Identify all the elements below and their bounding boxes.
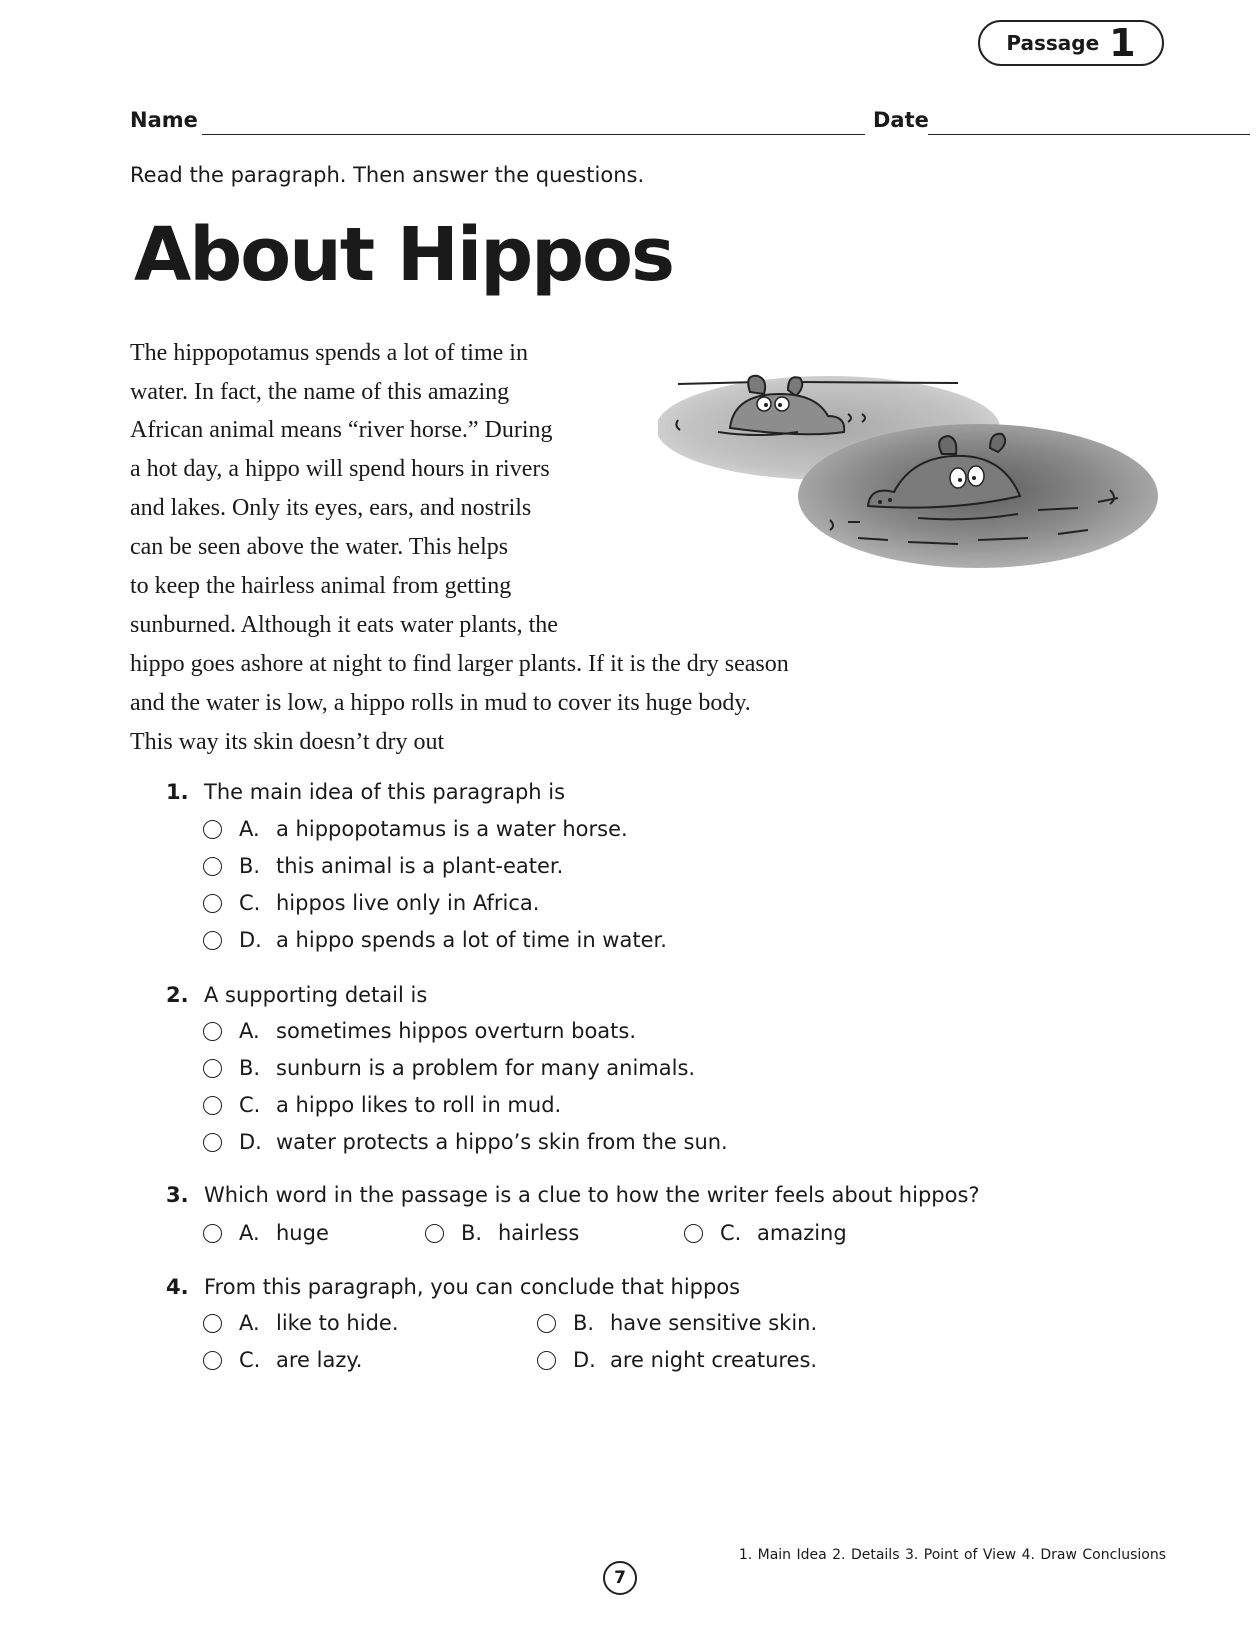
option-letter: C. xyxy=(239,1348,261,1372)
answer-option[interactable] xyxy=(203,1311,399,1335)
option-letter: C. xyxy=(239,1093,261,1117)
passage-label: Passage xyxy=(1006,31,1100,55)
option-text: are night creatures. xyxy=(610,1348,818,1372)
radio-bubble[interactable] xyxy=(537,1314,556,1333)
answer-option[interactable] xyxy=(203,928,667,952)
question-text: A supporting detail is xyxy=(204,983,428,1007)
question-1 xyxy=(166,780,565,804)
question-number: 1. xyxy=(166,780,189,804)
passage-badge xyxy=(978,20,1164,66)
answer-option[interactable] xyxy=(425,1221,579,1245)
radio-bubble[interactable] xyxy=(203,820,222,839)
answer-option[interactable] xyxy=(203,1348,362,1372)
answer-option[interactable] xyxy=(537,1348,817,1372)
date-label: Date xyxy=(873,108,929,132)
option-letter: C. xyxy=(720,1221,742,1245)
radio-bubble[interactable] xyxy=(203,1059,222,1078)
answer-option[interactable] xyxy=(203,891,539,915)
question-number: 2. xyxy=(166,983,189,1007)
answer-option[interactable] xyxy=(203,1130,728,1154)
question-4 xyxy=(166,1275,740,1299)
option-text: hairless xyxy=(498,1221,580,1245)
name-label: Name xyxy=(130,108,198,132)
page-number: 7 xyxy=(603,1561,637,1595)
skills-footer: 1. Main Idea 2. Details 3. Point of View 4. Draw Conclusions xyxy=(738,1547,1166,1563)
paragraph-line: water. In fact, the name of this amazing xyxy=(130,379,510,405)
paragraph-line: This way its skin doesn’t dry out xyxy=(130,729,445,755)
radio-bubble[interactable] xyxy=(203,1224,222,1243)
radio-bubble[interactable] xyxy=(203,1096,222,1115)
radio-bubble[interactable] xyxy=(203,1022,222,1041)
paragraph-line: sunburned. Although it eats water plants, the xyxy=(130,612,558,638)
option-text: have sensitive skin. xyxy=(610,1311,818,1335)
paragraph-line: hippo goes ashore at night to find larger plants. If it is the dry season xyxy=(130,651,789,677)
answer-option[interactable] xyxy=(684,1221,847,1245)
option-text: like to hide. xyxy=(276,1311,399,1335)
option-text: this animal is a plant-eater. xyxy=(276,854,564,878)
radio-bubble[interactable] xyxy=(203,1314,222,1333)
name-field[interactable] xyxy=(202,134,865,135)
option-text: water protects a hippo’s skin from the sun. xyxy=(276,1130,728,1154)
question-text: The main idea of this paragraph is xyxy=(204,780,566,804)
option-letter: A. xyxy=(239,817,260,841)
question-3 xyxy=(166,1183,980,1207)
radio-bubble[interactable] xyxy=(203,857,222,876)
option-letter: C. xyxy=(239,891,261,915)
question-2 xyxy=(166,983,427,1007)
answer-option[interactable] xyxy=(203,854,563,878)
page-title: About Hippos xyxy=(134,212,674,298)
option-text: a hippopotamus is a water horse. xyxy=(276,817,628,841)
option-letter: B. xyxy=(239,854,261,878)
paragraph-line: African animal means “river horse.” During xyxy=(130,417,553,443)
option-text: a hippo likes to roll in mud. xyxy=(276,1093,562,1117)
radio-bubble[interactable] xyxy=(203,1351,222,1370)
question-number: 4. xyxy=(166,1275,189,1299)
name-date-row xyxy=(130,108,1120,138)
answer-option[interactable] xyxy=(203,1056,695,1080)
option-letter: D. xyxy=(573,1348,596,1372)
hippos-in-water-illustration xyxy=(658,372,1168,578)
option-letter: B. xyxy=(461,1221,483,1245)
radio-bubble[interactable] xyxy=(537,1351,556,1370)
option-letter: D. xyxy=(239,928,262,952)
option-letter: D. xyxy=(239,1130,262,1154)
radio-bubble[interactable] xyxy=(203,894,222,913)
question-number: 3. xyxy=(166,1183,189,1207)
option-letter: B. xyxy=(239,1056,261,1080)
radio-bubble[interactable] xyxy=(425,1224,444,1243)
option-letter: A. xyxy=(239,1311,260,1335)
option-text: a hippo spends a lot of time in water. xyxy=(276,928,667,952)
paragraph-line: The hippopotamus spends a lot of time in xyxy=(130,340,528,366)
instructions: Read the paragraph. Then answer the questions. xyxy=(130,163,645,187)
answer-option[interactable] xyxy=(203,1093,561,1117)
paragraph-line: can be seen above the water. This helps xyxy=(130,534,509,560)
option-text: are lazy. xyxy=(276,1348,363,1372)
answer-option[interactable] xyxy=(203,1019,636,1043)
paragraph-line: a hot day, a hippo will spend hours in rivers xyxy=(130,456,550,482)
answer-option[interactable] xyxy=(537,1311,817,1335)
passage-number: 1 xyxy=(1109,21,1136,65)
paragraph-line: to keep the hairless animal from getting xyxy=(130,573,512,599)
radio-bubble[interactable] xyxy=(203,931,222,950)
option-text: hippos live only in Africa. xyxy=(276,891,540,915)
option-text: amazing xyxy=(757,1221,847,1245)
question-text: Which word in the passage is a clue to how the writer feels about hippos? xyxy=(204,1183,980,1207)
option-text: huge xyxy=(276,1221,329,1245)
paragraph-line: and lakes. Only its eyes, ears, and nostrils xyxy=(130,495,532,521)
option-text: sunburn is a problem for many animals. xyxy=(276,1056,696,1080)
answer-option[interactable] xyxy=(203,1221,329,1245)
option-text: sometimes hippos overturn boats. xyxy=(276,1019,637,1043)
option-letter: A. xyxy=(239,1221,260,1245)
option-letter: A. xyxy=(239,1019,260,1043)
radio-bubble[interactable] xyxy=(684,1224,703,1243)
date-field[interactable] xyxy=(928,134,1250,135)
option-letter: B. xyxy=(573,1311,595,1335)
paragraph-line: and the water is low, a hippo rolls in mud to cover its huge body. xyxy=(130,690,751,716)
radio-bubble[interactable] xyxy=(203,1133,222,1152)
question-text: From this paragraph, you can conclude that hippos xyxy=(204,1275,741,1299)
answer-option[interactable] xyxy=(203,817,628,841)
